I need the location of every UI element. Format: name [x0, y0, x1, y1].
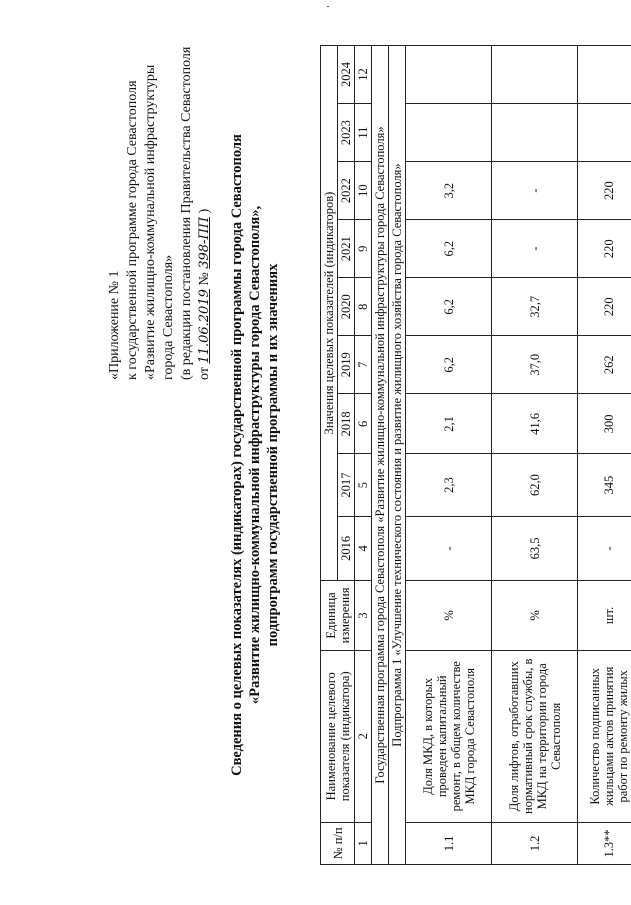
- col-number: 1: [355, 822, 372, 864]
- value-cell: [492, 46, 578, 104]
- value-cell: 63,5: [492, 516, 578, 580]
- date-prefix: от: [197, 367, 212, 380]
- value-cell: 6,2: [406, 278, 492, 336]
- value-cell: 345: [578, 454, 631, 516]
- row-unit: шт.: [578, 581, 631, 651]
- column-number-row: [355, 46, 372, 865]
- value-cell: [406, 104, 492, 162]
- handwritten-number: 398-ПП: [197, 216, 212, 269]
- appendix-date-line: [196, 90, 214, 380]
- col-number: 11: [355, 104, 372, 162]
- number-prefix: №: [197, 272, 212, 286]
- value-cell: -: [578, 516, 631, 580]
- year-cell: 2017: [338, 454, 355, 516]
- value-cell: 220: [578, 220, 631, 278]
- row-name: Доля лифтов, отработавших нормативный срок службы, в МКД на территории города Севастополя: [492, 650, 578, 822]
- row-name: Количество подписанных жильцами актов принятия работ по ремонту жилых: [578, 650, 631, 822]
- value-cell: [578, 46, 631, 104]
- year-cell: 2016: [338, 516, 355, 580]
- year-cell: 2018: [338, 394, 355, 454]
- title-line-2: «Развитие жилищно-коммунальной инфраструктуры города Севастополя»,: [247, 205, 263, 705]
- row-num: 1.3**: [578, 822, 631, 864]
- title-line-1: Сведения о целевых показателях (индикаторах) государственной программы города Севастополя: [229, 134, 245, 776]
- value-cell: 62,0: [492, 454, 578, 516]
- value-cell: 2,3: [406, 454, 492, 516]
- col-number: 7: [355, 336, 372, 394]
- col-number: 4: [355, 516, 372, 580]
- row-name: Доля МКД, в которых проведен капитальный ремонт, в общем количестве МКД города Севастополя: [406, 650, 492, 822]
- row-unit: %: [406, 581, 492, 651]
- col-number: 9: [355, 220, 372, 278]
- document-title: [228, 85, 282, 825]
- header-values: Значения целевых показателей (индикаторов): [321, 46, 338, 581]
- col-number: 3: [355, 581, 372, 651]
- value-cell: 220: [578, 278, 631, 336]
- table-row: [406, 46, 492, 865]
- year-cell: 2022: [338, 162, 355, 220]
- header-name: Наименование целевого показателя (индикатора): [321, 650, 355, 822]
- appendix-line-4: города Севастополя»: [161, 254, 176, 380]
- date-suffix: ): [197, 208, 212, 214]
- header-num: № п/п: [321, 822, 355, 864]
- value-cell: 32,7: [492, 278, 578, 336]
- table-row: [492, 46, 578, 865]
- appendix-line-2: [124, 80, 142, 380]
- value-cell: 37,0: [492, 336, 578, 394]
- value-cell: 6,2: [406, 220, 492, 278]
- value-cell: 2,1: [406, 394, 492, 454]
- value-cell: [406, 46, 492, 104]
- subprogram-row-text: Подпрограмма 1 «Улучшение технического состояния и развитие жилищного хозяйства города Севастополя»: [389, 46, 406, 865]
- value-cell: [578, 104, 631, 162]
- header-row-1: [321, 46, 338, 865]
- handwritten-date: 11.06.2019: [197, 289, 212, 364]
- value-cell: 262: [578, 336, 631, 394]
- col-number: 12: [355, 46, 372, 104]
- program-row: [372, 46, 389, 865]
- col-number: 2: [355, 650, 372, 822]
- subprogram-row: [389, 46, 406, 865]
- row-num: 1.2: [492, 822, 578, 864]
- appendix-line-3: «Развитие жилищно-коммунальной инфраструктуры: [143, 64, 158, 380]
- appendix-line-1: «Приложение № 1: [107, 270, 122, 380]
- col-number: 8: [355, 278, 372, 336]
- col-number: 6: [355, 394, 372, 454]
- appendix-line-2-text: к государственной программе города Севастополя: [125, 80, 140, 380]
- col-number: 10: [355, 162, 372, 220]
- row-num: 1.1: [406, 822, 492, 864]
- title-line-3: подпрограмм государственной программы и их значениях: [265, 263, 281, 647]
- appendix-header: [106, 46, 214, 380]
- indicators-table: [320, 45, 631, 865]
- value-cell: 220: [578, 162, 631, 220]
- value-cell: [492, 104, 578, 162]
- value-cell: -: [492, 220, 578, 278]
- year-cell: 2023: [338, 104, 355, 162]
- value-cell: -: [492, 162, 578, 220]
- value-cell: 6,2: [406, 336, 492, 394]
- value-cell: 300: [578, 394, 631, 454]
- row-unit: %: [492, 581, 578, 651]
- col-number: 5: [355, 454, 372, 516]
- value-cell: -: [406, 516, 492, 580]
- year-cell: 2021: [338, 220, 355, 278]
- value-cell: 3,2: [406, 162, 492, 220]
- value-cell: 41,6: [492, 394, 578, 454]
- year-cell: 2020: [338, 278, 355, 336]
- table-row: [578, 46, 631, 865]
- program-row-text: Государственная программа города Севастополя «Развитие жилищно-коммунальной инфраструктуры города Севастополя»: [372, 46, 389, 865]
- year-cell: 2024: [338, 46, 355, 104]
- appendix-line-5: (в редакции постановления Правительства Севастополя: [179, 46, 194, 380]
- year-cell: 2019: [338, 336, 355, 394]
- header-unit: Единица измерения: [321, 581, 355, 651]
